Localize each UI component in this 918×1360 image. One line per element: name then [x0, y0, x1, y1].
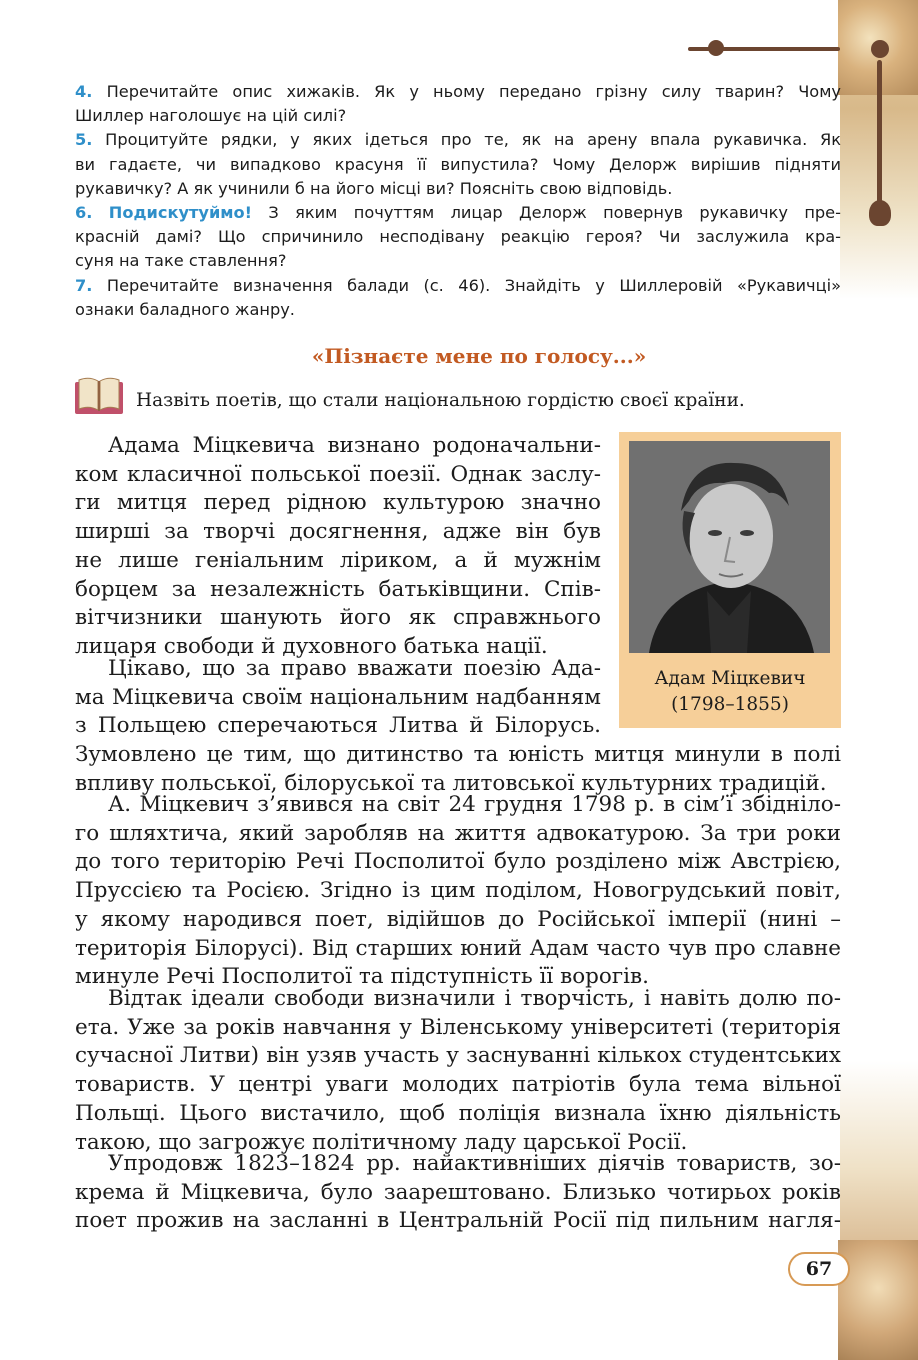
ornament-knob — [871, 40, 889, 58]
question-7-line: 7. Перечитайте визначення балади (с. 46). Знайдіть у Шиллеровій «Рукавичці» — [75, 275, 841, 295]
question-7-line: ознаки баладного жанру. — [75, 299, 295, 319]
text-line: борцем за незалежність батьківщини. Спів- — [75, 576, 601, 602]
text-line: вітчизники шанують його як справжнього — [75, 605, 601, 631]
paragraph-2-continued — [75, 741, 841, 798]
text-line: крема й Міцкевича, було заарештовано. Близько чотирьох років — [75, 1179, 841, 1205]
decorative-bottom-image — [838, 1240, 918, 1360]
text-line: впливу польської, білоруської та литовської культурних традицій. — [75, 770, 827, 796]
question-5-line: рукавичку? А як учинили б на його місці ви? Поясніть свою відповідь. — [75, 178, 673, 198]
question-number: 6. — [75, 203, 93, 223]
ornament-flower-icon — [869, 200, 891, 226]
portrait-years: (1798–1855) — [671, 694, 789, 715]
text-line: Зумовлено це тим, що дитинство та юність митця минули в полі — [75, 742, 841, 767]
text-line: такою, що загрожує політичному ладу царської Росії. — [75, 1129, 688, 1155]
question-number: 4. — [75, 82, 93, 101]
text-line: Відтак ідеали свободи визначили і творчість, і навіть долю по- — [108, 986, 841, 1011]
text-line: А. Міцкевич з’явився на світ 24 грудня 1798 р. в сім’ї збідніло- — [108, 792, 841, 817]
page-number: 67 — [788, 1252, 850, 1286]
text-line: поет прожив на засланні в Центральній Росії під пильним нагля- — [75, 1208, 841, 1234]
paragraph-2 — [75, 655, 601, 741]
question-emphasis: Подискутуймо! — [108, 203, 253, 223]
question-number: 7. — [75, 275, 93, 295]
question-4-line: Шиллер наголошує на цій силі? — [75, 106, 347, 126]
text-line: Цікаво, що за право вважати поезію Ада- — [108, 656, 601, 681]
text-line: з Польщею сперечаються Литва й Білорусь. — [75, 713, 601, 739]
text-line: ширші за творчі досягнення, адже він був — [75, 519, 601, 545]
portrait-photo — [629, 441, 830, 653]
question-6-line: суня на таке ставлення? — [75, 251, 287, 271]
paragraph-3 — [75, 791, 841, 992]
question-6-line: красній дамі? Що спричинило несподівану реакцію героя? Чи заслужила кра- — [75, 227, 841, 247]
text-line: ета. Уже за років навчання у Віленському університеті (територія — [75, 1014, 841, 1040]
text-line: ги митця перед рідною культурою значно — [75, 490, 601, 516]
text-line: ма Міцкевича своїм національним надбанням — [75, 684, 601, 710]
book-icon — [74, 376, 124, 416]
text-line: сучасної Литви) він узяв участь у заснуванні кількох студентських — [75, 1043, 841, 1069]
text-line: у якому народився поет, відійшов до Російської імперії (нині – — [75, 906, 841, 932]
text-line: до того територію Речі Посполитої було розділено між Австрією, — [75, 849, 841, 875]
text-line: ком класичної польської поезії. Однак заслу- — [75, 461, 601, 487]
questions-block — [75, 80, 841, 322]
paragraph-1 — [75, 432, 601, 662]
question-5-line: ви гадаєте, чи випадково красуня її випустила? Чому Делорж вирішив підняти — [75, 154, 841, 174]
text-line: територія Білорусі). Від старших юний Адам часто чув про славне — [75, 935, 841, 961]
question-5-line: 5. Процитуйте рядки, у яких ідеться про те, як на арену впала рукавичка. Як — [75, 130, 841, 150]
question-number: 5. — [75, 130, 93, 150]
portrait-card — [619, 432, 841, 728]
text-line: Пруссією та Росією. Згідно із цим поділом, Новогрудський повіт, — [75, 878, 841, 904]
text-line: минуле Речі Посполитої та підступність її ворогів. — [75, 964, 649, 990]
question-6-line: 6. Подискутуймо! З яким почуттям лицар Делорж повернув рукавичку пре- — [75, 203, 841, 223]
text-line: не лише геніальним ліриком, а й мужнім — [75, 547, 601, 573]
question-4-line: 4. Перечитайте опис хижаків. Як у ньому передано грізну силу тварин? Чому — [75, 82, 841, 101]
text-line: товариств. У центрі уваги молодих патріотів була тема вільної — [75, 1072, 841, 1098]
text-line: лицаря свободи й духовного батька нації. — [75, 633, 548, 659]
paragraph-4 — [75, 985, 841, 1157]
task-text: Назвіть поетів, що стали національною гордістю своєї країни. — [136, 390, 745, 411]
paragraph-5 — [75, 1150, 841, 1236]
portrait-caption — [619, 666, 841, 718]
text-line: Упродовж 1823–1824 рр. найактивніших діячів товариств, зо- — [108, 1151, 841, 1176]
section-title: «Пізнаєте мене по голосу...» — [311, 344, 647, 368]
portrait-name: Адам Міцкевич — [654, 668, 806, 689]
ornament-stem — [877, 60, 882, 220]
text-line: Польщі. Цього вистачило, щоб поліція визнала їхню діяльність — [75, 1100, 841, 1126]
ornament-knob — [708, 40, 724, 56]
text-line: го шляхтича, який заробляв на життя адвокатурою. За три роки — [75, 820, 841, 846]
text-line: Адама Міцкевича визнано родоначальни- — [108, 433, 601, 458]
